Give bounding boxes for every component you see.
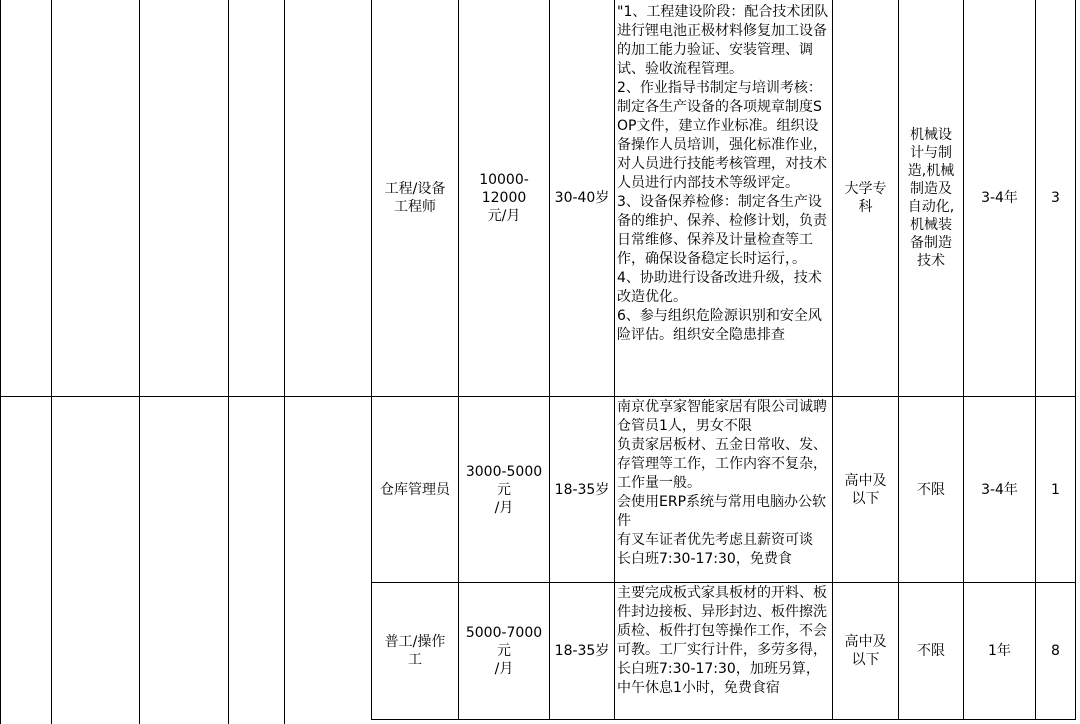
- count-text: 3: [1051, 190, 1060, 206]
- position-cell: [372, 583, 458, 719]
- duty-paragraph: 会使用ERP系统与常用电脑办公软件: [617, 494, 827, 529]
- duty-paragraph: 3、设备保养检修：制定各生产设备的维护、保养、检修计划，负责日常维修、保养及计量检查等工作，确保设备稳定长时运行，。: [617, 194, 827, 267]
- duty-paragraph: "1、工程建设阶段：配合技术团队进行锂电池正极材料修复加工设备的加工能力验证、安装管理、调试、验收流程管理。: [617, 4, 829, 77]
- duty-paragraph: 南京优享家智能家居有限公司诚聘仓管员1人，男女不限: [617, 399, 827, 434]
- position-line: 工程/设备: [384, 181, 446, 197]
- duties-cell: [615, 3, 832, 395]
- grid-line: [1075, 0, 1076, 720]
- major-line: 计与制: [910, 145, 952, 161]
- duty-paragraph: 2、作业指导书制定与培训考核：制定各生产设备的各项规章制度SOP文件，建立作业标准。组织设备操作人员培训，强化标准作业，对人员进行技能考核管理，对技术人员进行内部技术等级评定。: [617, 80, 827, 191]
- grid-line: [284, 0, 285, 724]
- age-cell: [550, 583, 614, 719]
- grid-line: [51, 0, 52, 724]
- duty-paragraph: 6、参与组织危险源识别和安全风险评估。组织安全隐患排查: [617, 308, 822, 343]
- education-cell: [833, 583, 898, 719]
- major-line: 机械装: [910, 217, 952, 233]
- salary-line: /月: [494, 661, 514, 677]
- education-line: 高中及: [844, 634, 887, 650]
- age-text: 18-35岁: [554, 643, 610, 659]
- salary-cell: [459, 397, 549, 582]
- position-cell: [372, 397, 458, 582]
- salary-line: 元/月: [487, 208, 521, 224]
- grid-line: [228, 0, 229, 724]
- position-line: 工: [408, 652, 422, 668]
- position-line: 仓库管理员: [380, 481, 450, 498]
- salary-cell: [459, 583, 549, 719]
- count-cell: [1036, 583, 1075, 719]
- major-line: 造,机械: [907, 163, 955, 179]
- education-line: 以下: [851, 652, 880, 668]
- education-line: 高中及: [844, 472, 887, 489]
- experience-cell: [964, 0, 1035, 396]
- duties-cell: [615, 584, 832, 719]
- major-line: 机械设: [910, 127, 952, 143]
- major-line: 自动化,: [907, 199, 955, 215]
- count-text: 1: [1051, 481, 1060, 498]
- education-line: 以下: [851, 490, 880, 507]
- education-cell: [833, 0, 898, 396]
- education-line: 科: [858, 199, 873, 215]
- experience-cell: [964, 397, 1035, 582]
- duty-paragraph: 主要完成板式家具板材的开料、板件封边接板、异形封边、板件擦洗质检、板件打包等操作工作，不会可教。工厂实行计件，多劳多得，长白班7:30-17:30，加班另算，中午休息1小时，免费食宿: [617, 585, 827, 696]
- duty-paragraph: 长白班7:30-17:30，免费食: [617, 551, 792, 567]
- education-line: 大学专: [844, 181, 887, 197]
- age-cell: [550, 0, 614, 396]
- grid-line: [139, 0, 140, 724]
- experience-text: 3-4年: [981, 190, 1018, 206]
- salary-line: 10000-12000: [479, 172, 529, 206]
- major-cell: [899, 0, 963, 396]
- salary-line: 3000-5000元: [465, 463, 543, 498]
- count-cell: [1036, 0, 1075, 396]
- major-line: 制造及: [910, 181, 952, 197]
- major-line: 技术: [917, 253, 945, 269]
- position-line: 工程师: [394, 199, 436, 215]
- age-cell: [550, 397, 614, 582]
- duty-paragraph: 4、协助进行设备改进升级，技术改造优化。: [617, 270, 822, 305]
- duty-paragraph: 负责家居板材、五金日常收、发、存管理等工作，工作内容不复杂，工作量一般。: [617, 437, 827, 491]
- age-text: 18-35岁: [554, 481, 610, 498]
- experience-text: 1年: [988, 643, 1011, 659]
- position-cell: [372, 0, 458, 396]
- duty-paragraph: 有叉车证者优先考虑且薪资可谈: [617, 532, 813, 548]
- duties-cell: [615, 398, 832, 582]
- major-line: 不限: [917, 481, 945, 498]
- experience-text: 3-4年: [981, 481, 1018, 498]
- grid-line: [371, 719, 1076, 720]
- major-cell: [899, 397, 963, 582]
- salary-cell: [459, 0, 549, 396]
- count-cell: [1036, 397, 1075, 582]
- salary-line: /月: [494, 499, 514, 516]
- position-line: 普工/操作: [384, 634, 446, 650]
- major-cell: [899, 583, 963, 719]
- count-text: 8: [1051, 643, 1060, 659]
- experience-cell: [964, 583, 1035, 719]
- major-line: 不限: [917, 643, 945, 659]
- age-text: 30-40岁: [554, 190, 610, 206]
- major-line: 备制造: [910, 235, 952, 251]
- education-cell: [833, 397, 898, 582]
- grid-line: [0, 0, 1, 724]
- salary-line: 5000-7000元: [465, 625, 543, 659]
